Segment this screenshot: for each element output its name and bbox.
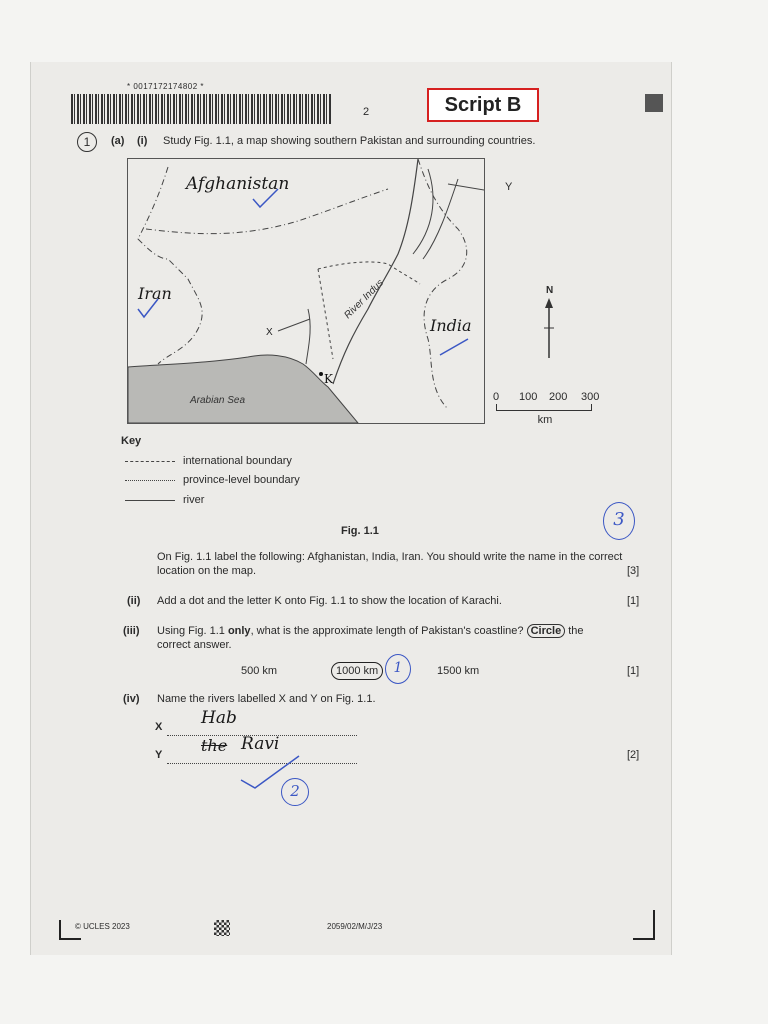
part-ii-text: Add a dot and the letter K onto Fig. 1.1 to show the location of Karachi. xyxy=(157,595,502,607)
scale-tick-200: 200 xyxy=(549,391,568,403)
part-i-label: (i) xyxy=(137,135,148,147)
scale-tick-100: 100 xyxy=(519,391,538,403)
option-500km[interactable]: 500 km xyxy=(241,665,278,677)
province-boundary-2 xyxy=(318,269,333,359)
footer-qr-code xyxy=(214,920,230,936)
answer-x-label: X xyxy=(155,721,163,733)
part-i-text: On Fig. 1.1 label the following: Afghanistan, India, Iran. You should write the name in the correct location on the map. xyxy=(157,551,623,577)
barcode xyxy=(71,94,331,124)
part-iv-text: Name the rivers labelled X and Y on Fig. 1.1. xyxy=(157,693,376,705)
question-number: 1 xyxy=(77,132,97,152)
part-ii-marks: [1] xyxy=(627,595,640,607)
part-iii-marks: [1] xyxy=(627,665,640,677)
arabian-sea-label: Arabian Sea xyxy=(190,395,246,406)
hw-iran: Iran xyxy=(138,284,172,303)
key-item-international: international boundary xyxy=(125,454,292,468)
river-y xyxy=(413,169,433,254)
answer-y-struck: the xyxy=(201,736,228,755)
iran-boundary xyxy=(138,167,202,364)
x-leader xyxy=(278,319,310,331)
river-2 xyxy=(423,179,458,259)
barcode-number: * 0017172174802 * xyxy=(127,82,205,91)
answer-x: Hab xyxy=(201,708,237,728)
key-title: Key xyxy=(121,435,142,447)
score-part-iv: 2 xyxy=(281,778,309,806)
part-iii-label: (iii) xyxy=(123,625,140,637)
india-boundary xyxy=(418,159,467,409)
river-indus-label: River Indus xyxy=(342,277,386,322)
key-item-river: river xyxy=(125,493,204,507)
map-label-x: X xyxy=(266,327,273,338)
option-1000km[interactable]: 1000 km xyxy=(331,662,383,680)
question-intro: Study Fig. 1.1, a map showing southern Pakistan and surrounding countries. xyxy=(163,135,536,147)
option-1500km[interactable]: 1500 km xyxy=(437,665,480,677)
part-a-label: (a) xyxy=(111,135,125,147)
part-ii-label: (ii) xyxy=(127,595,141,607)
afghanistan-boundary xyxy=(146,189,388,234)
footer-copyright: © UCLES 2023 xyxy=(75,922,130,931)
map-label-k: K xyxy=(324,372,333,386)
part-iii-question: Using Fig. 1.1 only, what is the approximate length of Pakistan's coastline? Circle the correct answer. xyxy=(157,625,584,651)
scale-unit: km xyxy=(537,414,553,426)
score-part-iii: 1 xyxy=(385,654,411,684)
scale-tick-300: 300 xyxy=(581,391,600,403)
map-svg xyxy=(128,159,484,423)
footer-code: 2059/02/M/J/23 xyxy=(327,922,383,931)
hw-india: India xyxy=(430,316,472,335)
river-x xyxy=(306,309,310,364)
score-part-i: 3 xyxy=(603,502,635,540)
map-figure xyxy=(127,158,485,424)
part-iv-marks: [2] xyxy=(627,749,640,761)
figure-caption: Fig. 1.1 xyxy=(341,525,379,537)
north-label: N xyxy=(546,285,554,296)
north-arrow-icon xyxy=(541,298,557,362)
script-label: Script B xyxy=(427,88,539,122)
page-number: 2 xyxy=(363,106,370,118)
scale-tick-0: 0 xyxy=(493,391,500,403)
answer-y-label: Y xyxy=(155,749,163,761)
map-label-y: Y xyxy=(505,181,513,193)
scale-bar xyxy=(493,390,600,427)
answer-y: Ravi xyxy=(241,734,280,754)
hw-afghanistan: Afghanistan xyxy=(186,174,290,194)
part-i-marks: [3] xyxy=(627,565,640,577)
exam-page xyxy=(30,62,672,955)
tick-india xyxy=(440,339,468,355)
arabian-sea-shape xyxy=(128,355,358,423)
karachi-dot xyxy=(319,372,323,376)
corner-marker xyxy=(645,94,663,112)
key-item-province: province-level boundary xyxy=(125,473,300,487)
province-boundary-1 xyxy=(318,262,420,284)
part-iv-label: (iv) xyxy=(123,693,140,705)
